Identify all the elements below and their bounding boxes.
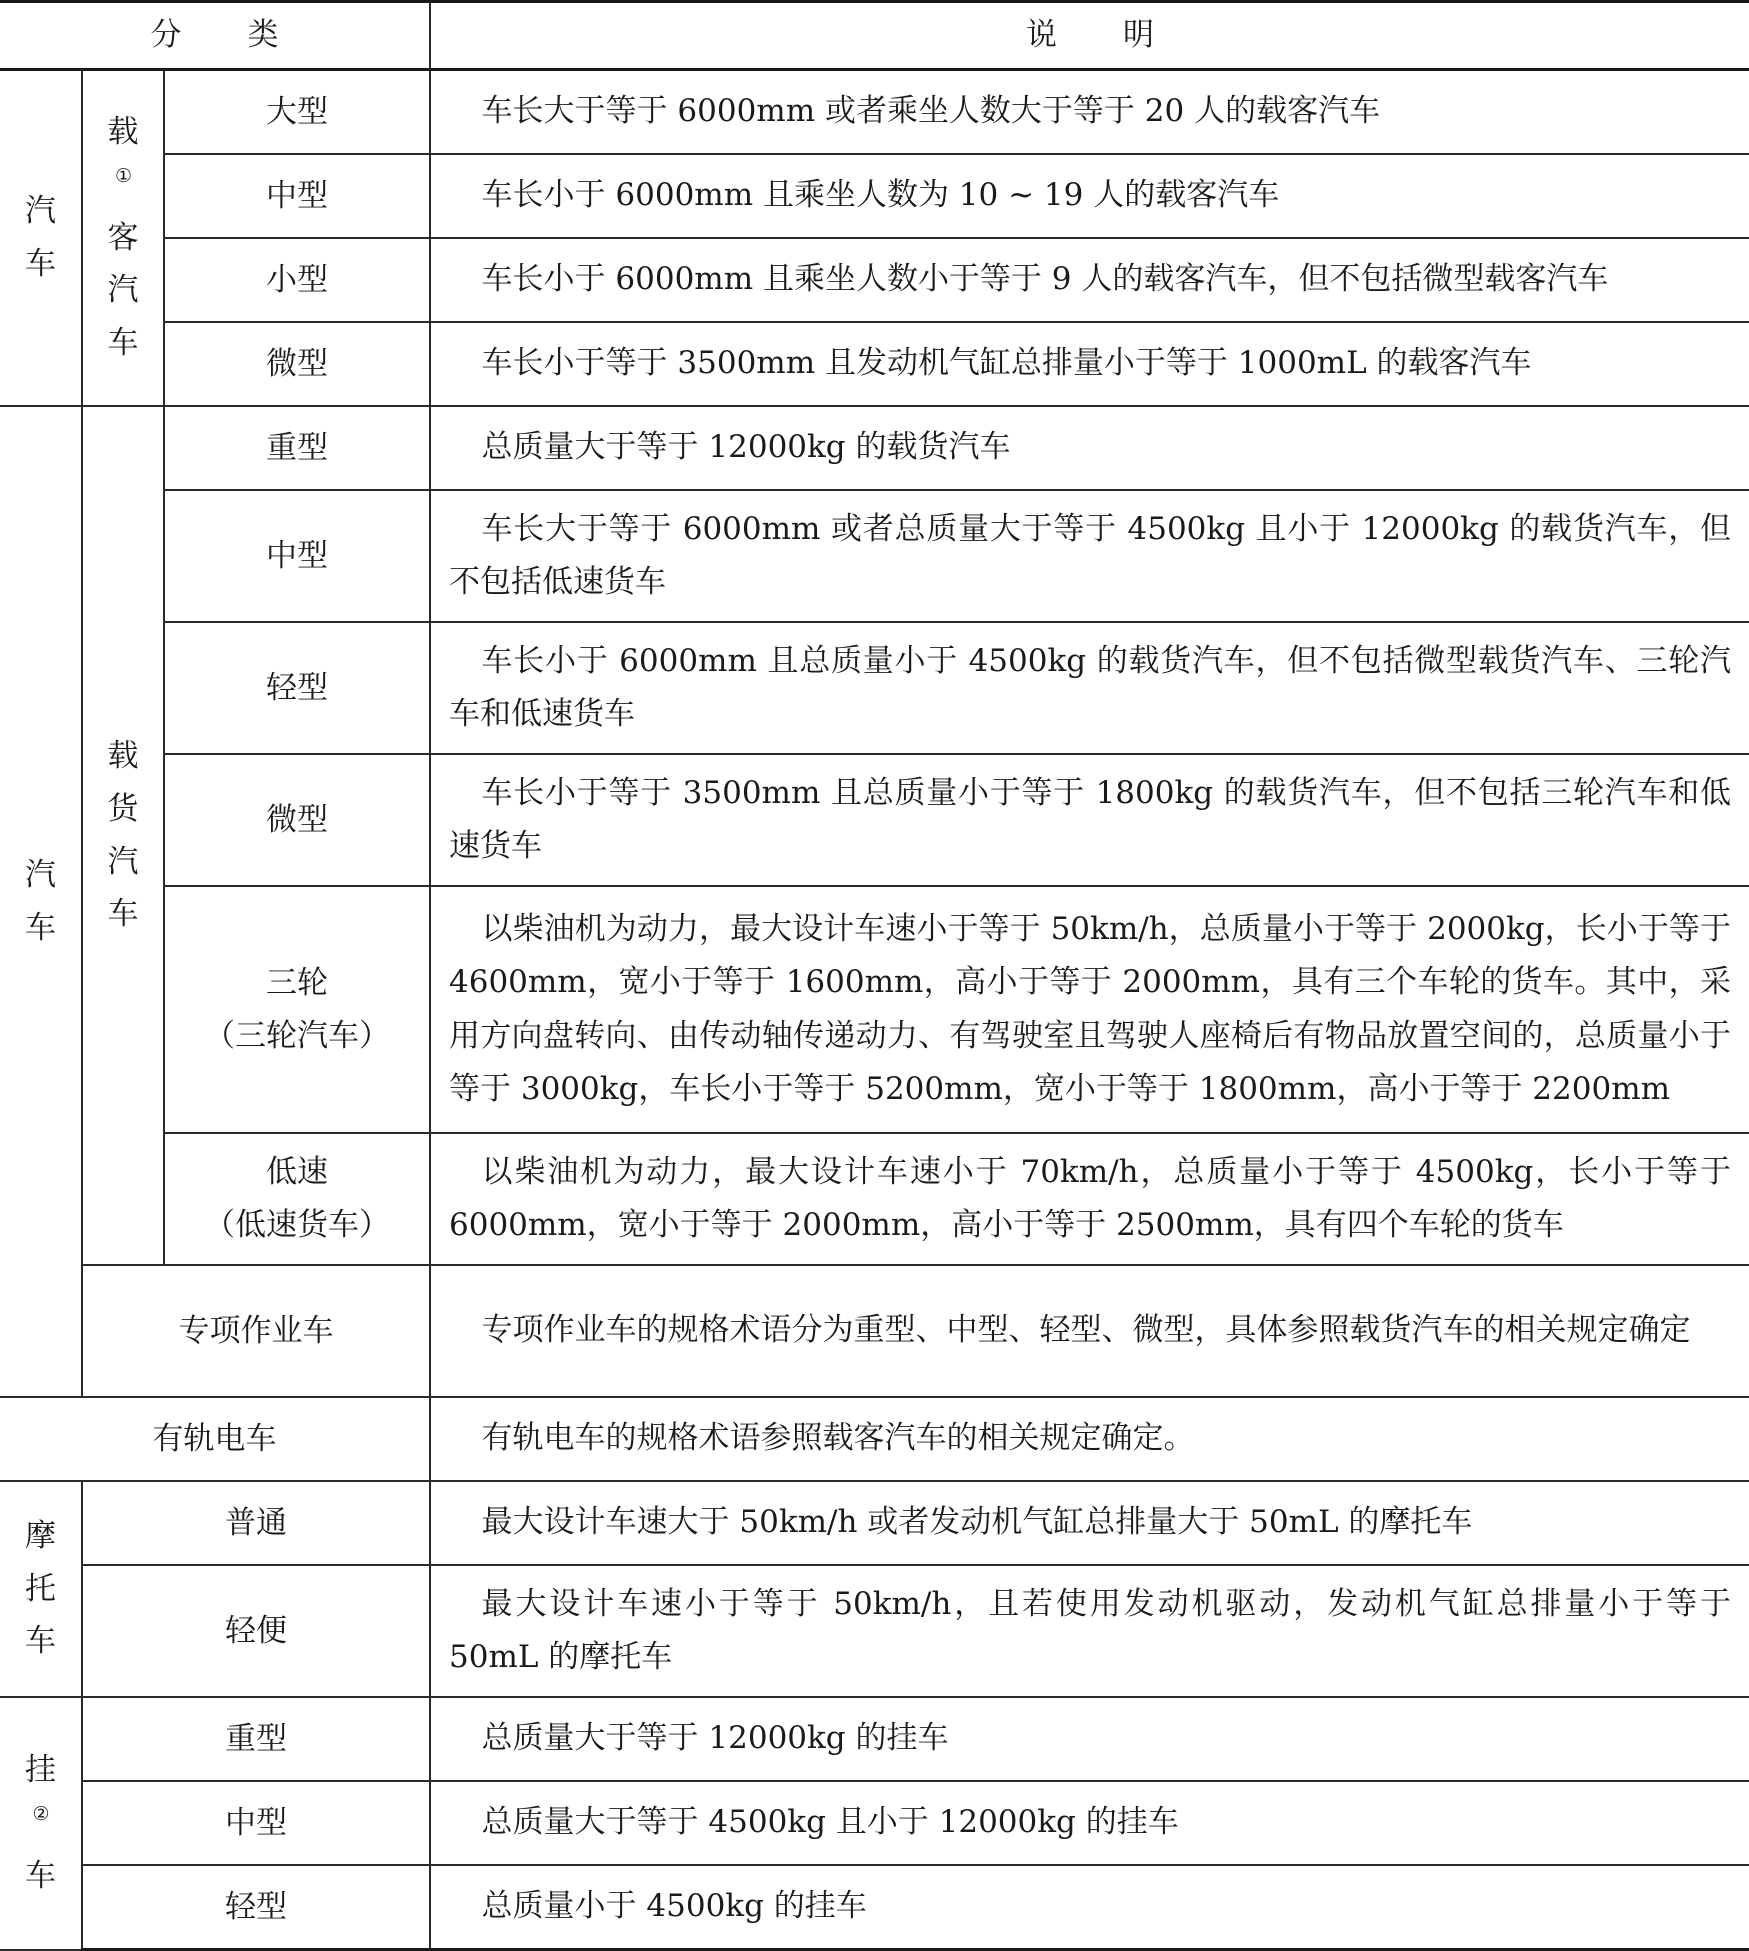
description-cell: 最大设计车速小于等于 50km/h，且若使用发动机驱动，发动机气缸总排量小于等于 50mL 的摩托车 [430, 1565, 1749, 1697]
category-cell-special-vehicle: 专项作业车 [82, 1265, 430, 1397]
group-label-motorcycle: 摩 托 车 [0, 1481, 82, 1697]
category-cell: 中型 [164, 154, 430, 238]
header-description: 说 明 [430, 2, 1749, 70]
subgroup-label-passenger-car: 载 ① 客 汽 车 [82, 70, 164, 407]
description-cell: 总质量小于 4500kg 的挂车 [430, 1865, 1749, 1950]
category-cell: 轻型 [164, 622, 430, 754]
category-cell: 大型 [164, 70, 430, 155]
description-cell: 车长小于 6000mm 且乘坐人数为 10 ~ 19 人的载客汽车 [430, 154, 1749, 238]
footnote-marker: ② [32, 1802, 50, 1825]
category-cell: 中型 [164, 490, 430, 622]
description-cell: 总质量大于等于 12000kg 的挂车 [430, 1697, 1749, 1781]
category-cell: 中型 [82, 1781, 430, 1865]
category-cell: 重型 [164, 406, 430, 490]
description-cell: 车长小于 6000mm 且乘坐人数小于等于 9 人的载客汽车，但不包括微型载客汽车 [430, 238, 1749, 322]
description-cell: 专项作业车的规格术语分为重型、中型、轻型、微型，具体参照载货汽车的相关规定确定 [430, 1265, 1749, 1397]
category-cell: 三轮 （三轮汽车） [164, 886, 430, 1133]
category-cell: 普通 [82, 1481, 430, 1565]
description-cell: 以柴油机为动力，最大设计车速小于等于 50km/h，总质量小于等于 2000kg，长小于等于 4600mm，宽小于等于 1600mm，高小于等于 2000mm，具有三个车轮的货车。其中，采用方向盘转向、由传动轴传递动力、有驾驶室且驾驶人座椅后有物品放置空间的，总质量小于等于 3000kg，车长小于等于 5200mm，宽小于等于 1800mm，高小于等于 2200mm [430, 886, 1749, 1133]
description-cell: 车长大于等于 6000mm 或者总质量大于等于 4500kg 且小于 12000kg 的载货汽车，但不包括低速货车 [430, 490, 1749, 622]
category-cell: 重型 [82, 1697, 430, 1781]
group-label-car-passenger: 汽 车 [0, 70, 82, 407]
description-cell: 总质量大于等于 12000kg 的载货汽车 [430, 406, 1749, 490]
subgroup-label-cargo-car: 载 货 汽 车 [82, 406, 164, 1265]
description-cell: 车长小于等于 3500mm 且总质量小于等于 1800kg 的载货汽车，但不包括三轮汽车和低速货车 [430, 754, 1749, 886]
footnote-marker: ① [114, 164, 133, 187]
group-label-car-cargo: 汽 车 [0, 406, 82, 1397]
description-cell: 最大设计车速大于 50km/h 或者发动机气缸总排量大于 50mL 的摩托车 [430, 1481, 1749, 1565]
group-label-trailer: 挂 ② 车 [0, 1697, 82, 1950]
description-cell: 车长大于等于 6000mm 或者乘坐人数大于等于 20 人的载客汽车 [430, 70, 1749, 155]
category-cell: 小型 [164, 238, 430, 322]
header-classification: 分 类 [0, 2, 430, 70]
description-cell: 总质量大于等于 4500kg 且小于 12000kg 的挂车 [430, 1781, 1749, 1865]
description-cell: 有轨电车的规格术语参照载客汽车的相关规定确定。 [430, 1397, 1749, 1481]
category-cell: 轻便 [82, 1565, 430, 1697]
category-cell: 轻型 [82, 1865, 430, 1950]
category-cell: 微型 [164, 754, 430, 886]
description-cell: 车长小于 6000mm 且总质量小于 4500kg 的载货汽车，但不包括微型载货汽车、三轮汽车和低速货车 [430, 622, 1749, 754]
category-cell: 低速 （低速货车） [164, 1133, 430, 1265]
description-cell: 车长小于等于 3500mm 且发动机气缸总排量小于等于 1000mL 的载客汽车 [430, 322, 1749, 406]
category-cell-tram: 有轨电车 [0, 1397, 430, 1481]
category-cell: 微型 [164, 322, 430, 406]
description-cell: 以柴油机为动力，最大设计车速小于 70km/h，总质量小于等于 4500kg，长小于等于 6000mm，宽小于等于 2000mm，高小于等于 2500mm，具有四个车轮的货车 [430, 1133, 1749, 1265]
